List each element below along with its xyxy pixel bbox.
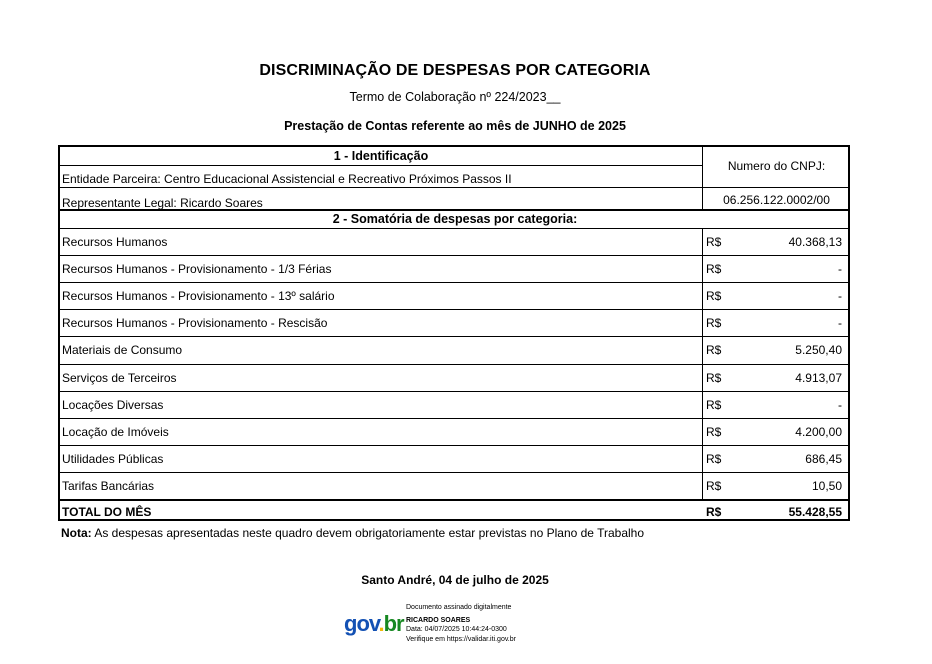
govbr-logo: gov.br: [344, 611, 404, 636]
identification-section-title: 1 - Identificação: [333, 149, 429, 163]
place-and-date: Santo André, 04 de julho de 2025: [361, 573, 549, 587]
signer-name: RICARDO SOARES: [406, 616, 471, 624]
expense-category: Materiais de Consumo: [62, 343, 183, 358]
expense-currency: R$: [706, 316, 722, 331]
row-divider: [60, 282, 850, 283]
row-divider: [60, 445, 850, 446]
expense-amount: 5.250,40: [795, 343, 842, 358]
document-subtitle: Termo de Colaboração nº 224/2023__: [349, 90, 561, 104]
expenses-section-title: 2 - Somatória de despesas por categoria:: [332, 212, 578, 226]
row-divider: [60, 336, 850, 337]
expense-amount: -: [838, 262, 842, 277]
divider: [60, 187, 850, 188]
expense-currency: R$: [706, 397, 722, 412]
expense-currency: R$: [706, 451, 722, 466]
row-divider: [60, 364, 850, 365]
expense-amount: 4.200,00: [795, 424, 842, 439]
total-divider: [60, 499, 850, 501]
cnpj-value: 06.256.122.0002/00: [723, 193, 830, 207]
section-divider: [60, 209, 850, 211]
expense-category: Utilidades Públicas: [62, 451, 164, 466]
row-divider: [60, 309, 850, 310]
expense-table: [58, 145, 850, 521]
expense-currency: R$: [706, 343, 722, 358]
expense-currency: R$: [706, 424, 722, 439]
total-label: TOTAL DO MÊS: [62, 505, 152, 519]
row-divider: [60, 391, 850, 392]
expense-category: Serviços de Terceiros: [62, 370, 177, 385]
divider: [60, 165, 702, 166]
footnote: [61, 526, 644, 540]
document-title: DISCRIMINAÇÃO DE DESPESAS POR CATEGORIA: [259, 62, 651, 79]
entity-name: Entidade Parceira: Centro Educacional Assistencial e Recreativo Próximos Passos II: [62, 172, 512, 186]
expense-category: Recursos Humanos: [62, 235, 168, 249]
expense-amount: -: [838, 397, 842, 412]
total-currency: R$: [706, 505, 722, 519]
divider: [60, 228, 850, 229]
expense-currency: R$: [706, 478, 722, 493]
expense-category: Recursos Humanos - Provisionamento - Rescisão: [62, 316, 328, 331]
row-divider: [60, 418, 850, 419]
signature-caption: Documento assinado digitalmente: [406, 604, 512, 611]
expense-amount: -: [838, 316, 842, 331]
row-divider: [60, 255, 850, 256]
digital-signature-stamp: [344, 603, 574, 647]
expense-amount: -: [838, 289, 842, 304]
expense-currency: R$: [706, 235, 722, 249]
verification-link: Verifique em https://validar.iti.gov.br: [406, 635, 516, 643]
cnpj-label: Numero do CNPJ:: [727, 159, 826, 173]
reporting-period: Prestação de Contas referente ao mês de JUNHO de 2025: [284, 119, 626, 133]
total-amount: 55.428,55: [788, 505, 842, 519]
note-label: Nota:: [61, 526, 92, 540]
expense-amount: 10,50: [811, 478, 842, 493]
row-divider: [60, 472, 850, 473]
expense-amount: 686,45: [805, 451, 842, 466]
expense-category: Tarifas Bancárias: [62, 478, 155, 493]
expense-category: Locações Diversas: [62, 397, 164, 412]
signature-date: Data: 04/07/2025 10:44:24-0300: [406, 626, 507, 633]
expense-currency: R$: [706, 370, 722, 385]
expense-category: Recursos Humanos - Provisionamento - 1/3 Férias: [62, 262, 332, 277]
expense-category: Recursos Humanos - Provisionamento - 13º salário: [62, 289, 335, 304]
legal-representative: Representante Legal: Ricardo Soares: [62, 196, 263, 210]
expense-currency: R$: [706, 289, 722, 304]
expense-amount: 40.368,13: [788, 235, 842, 249]
expense-currency: R$: [706, 262, 722, 277]
expense-amount: 4.913,07: [795, 370, 842, 385]
note-text: As despesas apresentadas neste quadro devem obrigatoriamente estar previstas no Plano de Trabalho: [91, 526, 645, 540]
expense-category: Locação de Imóveis: [62, 424, 169, 439]
